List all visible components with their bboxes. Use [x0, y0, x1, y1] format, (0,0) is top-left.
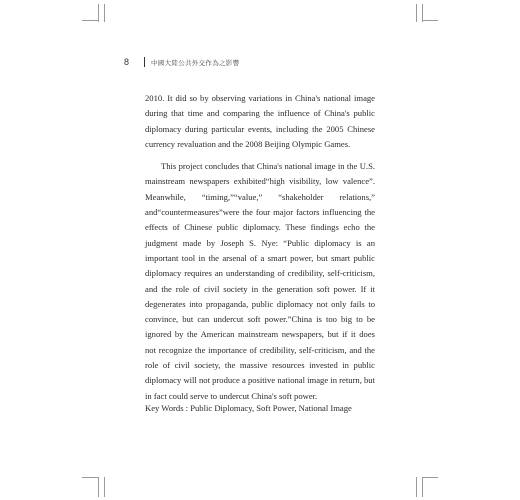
crop-mark: [98, 4, 99, 22]
crop-mark: [82, 20, 98, 21]
header-divider: [144, 57, 145, 67]
crop-mark: [82, 477, 98, 478]
crop-mark: [98, 477, 99, 497]
body-text: [145, 91, 375, 404]
running-title: 中國大陸公共外交作為之影響: [151, 58, 240, 67]
crop-mark: [422, 4, 423, 22]
crop-mark: [416, 4, 417, 22]
page-number: 8: [124, 57, 130, 67]
crop-mark: [422, 20, 438, 21]
crop-mark: [416, 477, 417, 497]
crop-mark: [104, 477, 105, 497]
crop-mark: [104, 4, 105, 22]
keywords: Key Words : Public Diplomacy, Soft Power, National Image: [145, 403, 352, 413]
paragraph: 2010. It did so by observing variations in China's national image during that time and comparing the influence of China's public diplomacy during particular events, including the 2005 Chinese currency revaluation and the 2008 Beijing Olympic Games.: [145, 93, 375, 149]
crop-mark: [422, 477, 423, 497]
running-head: [124, 55, 239, 69]
paragraph: This project concludes that China's national image in the U.S. mainstream newspapers exhibited“high visibility, low valence”. Meanwhile, “timing,”“value,” “shakeholder relations,” and“countermeasures”were the four major factors influencing the effects of Chinese public diplomacy. These findings echo the judgment made by Joseph S. Nye: “Public diplomacy is an important tool in the arsenal of a smart power, but smart public diplomacy requires an understanding of credibility, self-criticism, and the role of civil society in the generation soft power. If it degenerates into propaganda, public diplomacy not only fails to convince, but can undercut soft power.”China is too big to be ignored by the American mainstream newspapers, but if it does not recognize the importance of credibility, self-criticism, and the role of civil society, the massive resources invested in public diplomacy will not produce a positive national image in return, but in fact could serve to undercut China's soft power.: [145, 161, 375, 401]
crop-mark: [422, 477, 438, 478]
